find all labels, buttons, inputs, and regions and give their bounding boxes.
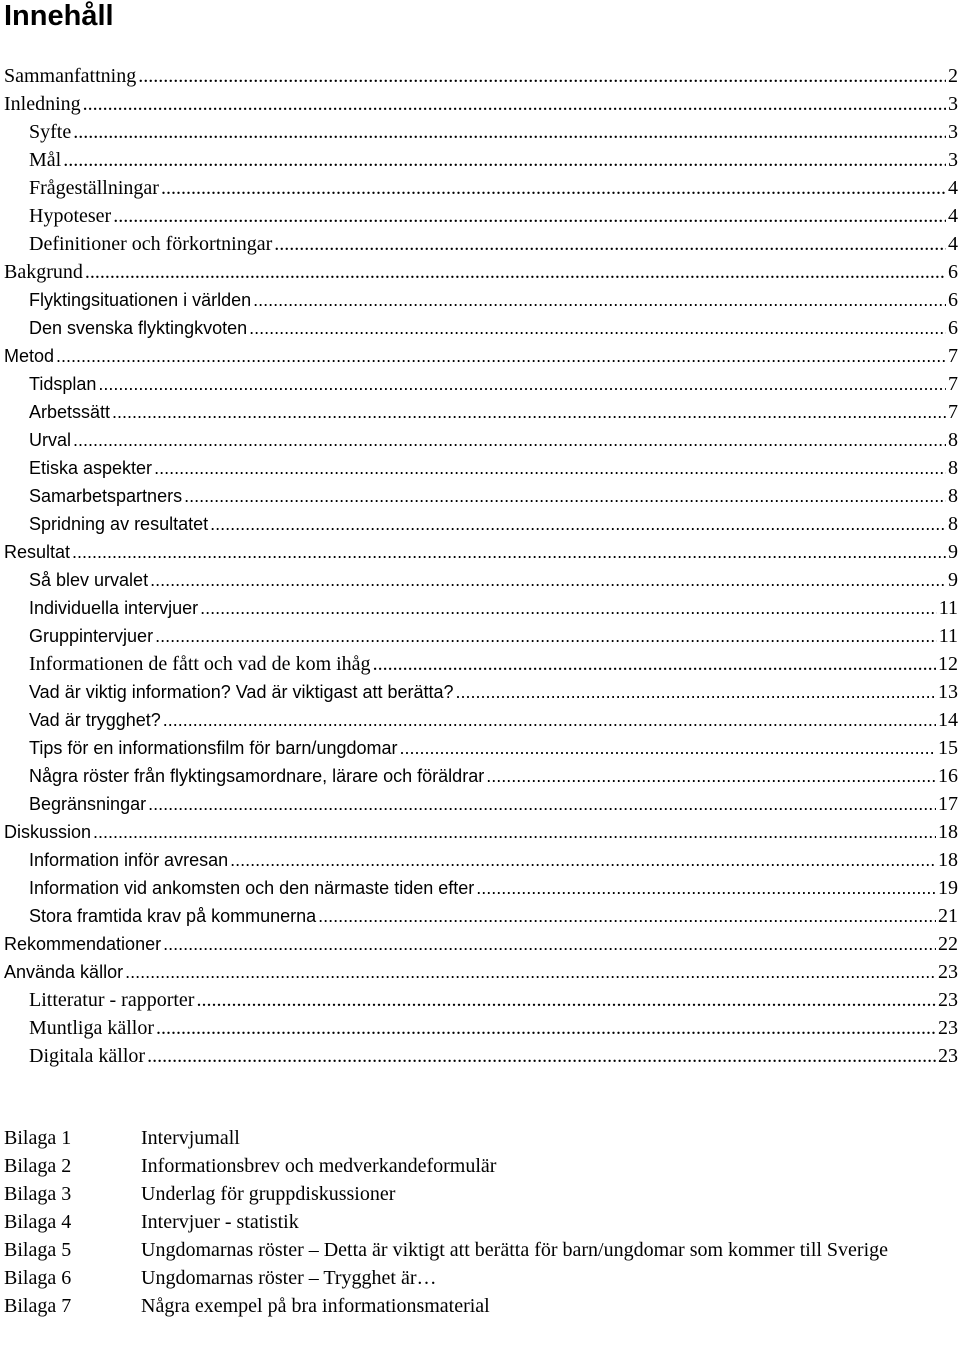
- toc-entry[interactable]: [0, 398, 960, 426]
- toc-entry[interactable]: [0, 146, 960, 174]
- toc-leader-dots: [73, 426, 946, 454]
- appendix-list: [4, 1124, 944, 1320]
- toc-entry-label: Stora framtida krav på kommunerna: [29, 906, 317, 926]
- toc-leader-dots: [318, 902, 936, 930]
- toc-entry[interactable]: [0, 594, 960, 622]
- appendix-label: Bilaga 6: [4, 1267, 72, 1289]
- toc-entry-label: Bakgrund: [4, 261, 83, 283]
- appendix-title: Ungdomarnas röster – Detta är viktigt att berätta för barn/ungdomar som kommer till Sverige: [141, 1239, 889, 1261]
- toc-entry-page: 8: [948, 485, 958, 507]
- toc-entry-label: Så blev urvalet: [29, 570, 149, 590]
- toc-entry[interactable]: [0, 230, 960, 258]
- toc-leader-dots: [400, 734, 937, 762]
- toc-entry-label: Samarbetspartners: [29, 486, 183, 506]
- appendix-title: Underlag för gruppdiskussioner: [141, 1183, 396, 1205]
- toc-entry-page: 4: [948, 205, 958, 227]
- appendix-item: [4, 1124, 944, 1152]
- toc-leader-dots: [210, 510, 946, 538]
- toc-leader-dots: [63, 146, 946, 174]
- toc-entry-page: 8: [948, 457, 958, 479]
- toc-entry[interactable]: [0, 846, 960, 874]
- toc-entry[interactable]: [0, 650, 960, 678]
- toc-leader-dots: [150, 566, 946, 594]
- toc-entry-page: 2: [948, 65, 958, 87]
- toc-entry-label: Arbetssätt: [29, 402, 111, 422]
- toc-entry-page: 22: [938, 933, 958, 955]
- toc-entry-page: 6: [948, 289, 958, 311]
- toc-leader-dots: [72, 538, 946, 566]
- appendix-label: Bilaga 2: [4, 1155, 72, 1177]
- toc-entry-label: Hypoteser: [29, 205, 112, 227]
- toc-entry-label: Syfte: [29, 121, 72, 143]
- toc-leader-dots: [56, 342, 946, 370]
- toc-entry[interactable]: [0, 454, 960, 482]
- appendix-item: [4, 1152, 944, 1180]
- toc-entry[interactable]: [0, 622, 960, 650]
- toc-entry[interactable]: [0, 678, 960, 706]
- toc-entry-page: 23: [938, 961, 958, 983]
- toc-entry-label: Information vid ankomsten och den närmaste tiden efter: [29, 878, 475, 898]
- toc-entry-page: 18: [938, 821, 958, 843]
- toc-entry-page: 6: [948, 261, 958, 283]
- toc-entry[interactable]: [0, 90, 960, 118]
- toc-entry-label: Muntliga källor: [29, 1017, 154, 1039]
- toc-entry-label: Den svenska flyktingkvoten: [29, 318, 248, 338]
- appendix-label: Bilaga 5: [4, 1239, 72, 1261]
- toc-leader-dots: [154, 454, 946, 482]
- toc-entry-page: 12: [938, 653, 958, 675]
- toc-entry-page: 16: [938, 765, 958, 787]
- toc-leader-dots: [184, 482, 946, 510]
- toc-entry[interactable]: [0, 510, 960, 538]
- toc-entry-page: 7: [948, 373, 958, 395]
- toc-leader-dots: [486, 762, 936, 790]
- toc-leader-dots: [93, 818, 936, 846]
- toc-entry[interactable]: [0, 930, 960, 958]
- appendix-item: [4, 1264, 944, 1292]
- toc-leader-dots: [73, 118, 946, 146]
- appendix-label: Bilaga 7: [4, 1295, 72, 1317]
- appendix-item: [4, 1236, 944, 1264]
- toc-entry-page: 8: [948, 429, 958, 451]
- toc-entry[interactable]: [0, 258, 960, 286]
- toc-entry[interactable]: [0, 342, 960, 370]
- appendix-title: Intervjumall: [141, 1127, 240, 1149]
- appendix-title: Informationsbrev och medverkandeformulär: [141, 1155, 497, 1177]
- toc-entry-label: Etiska aspekter: [29, 458, 153, 478]
- toc-entry[interactable]: [0, 706, 960, 734]
- toc-entry-label: Frågeställningar: [29, 177, 159, 199]
- toc-leader-dots: [138, 62, 946, 90]
- toc-entry-label: Litteratur - rapporter: [29, 989, 195, 1011]
- toc-leader-dots: [147, 1042, 936, 1070]
- toc-entry-label: Sammanfattning: [4, 65, 137, 87]
- toc-entry[interactable]: [0, 426, 960, 454]
- toc-entry[interactable]: [0, 538, 960, 566]
- toc-entry[interactable]: [0, 314, 960, 342]
- toc-entry[interactable]: [0, 818, 960, 846]
- toc-entry[interactable]: [0, 118, 960, 146]
- toc-leader-dots: [373, 650, 936, 678]
- toc-entry-page: 23: [938, 1017, 958, 1039]
- toc-entry[interactable]: [0, 286, 960, 314]
- appendix-label: Bilaga 1: [4, 1127, 72, 1149]
- toc-entry-page: 15: [938, 737, 958, 759]
- toc-entry-page: 7: [948, 345, 958, 367]
- toc-leader-dots: [148, 790, 936, 818]
- appendix-item: [4, 1180, 944, 1208]
- toc-entry[interactable]: [0, 1042, 960, 1070]
- toc-entry[interactable]: [0, 902, 960, 930]
- appendix-item: [4, 1208, 944, 1236]
- toc-entry-page: 3: [948, 149, 958, 171]
- toc-entry-label: Vad är viktig information? Vad är viktigast att berätta?: [29, 682, 454, 702]
- toc-leader-dots: [163, 706, 936, 734]
- toc-entry-label: Gruppintervjuer: [29, 626, 154, 646]
- toc-leader-dots: [85, 258, 946, 286]
- toc-entry[interactable]: [0, 202, 960, 230]
- toc-entry[interactable]: [0, 566, 960, 594]
- toc-entry-label: Några röster från flyktingsamordnare, lärare och föräldrar: [29, 766, 485, 786]
- toc-entry-page: 18: [938, 849, 958, 871]
- toc-entry-page: 14: [938, 709, 958, 731]
- toc-leader-dots: [196, 986, 936, 1014]
- appendix-title: Några exempel på bra informationsmaterial: [141, 1295, 490, 1317]
- toc-entry[interactable]: [0, 174, 960, 202]
- toc-entry-page: 11: [938, 625, 958, 647]
- toc-leader-dots: [125, 958, 936, 986]
- toc-entry-page: 23: [938, 989, 958, 1011]
- toc-entry-label: Digitala källor: [29, 1045, 146, 1067]
- toc-entry-page: 9: [948, 569, 958, 591]
- toc-leader-dots: [161, 174, 946, 202]
- toc-entry[interactable]: [0, 762, 960, 790]
- toc-leader-dots: [230, 846, 936, 874]
- toc-entry[interactable]: [0, 958, 960, 986]
- toc-entry-label: Begränsningar: [29, 794, 147, 814]
- toc-entry-page: 8: [948, 513, 958, 535]
- toc-leader-dots: [274, 230, 946, 258]
- toc-entry-page: 17: [938, 793, 958, 815]
- toc-leader-dots: [163, 930, 936, 958]
- toc-entry-page: 19: [938, 877, 958, 899]
- toc-leader-dots: [476, 874, 936, 902]
- toc-entry[interactable]: [0, 734, 960, 762]
- toc-entry-label: Rekommendationer: [4, 934, 162, 954]
- appendix-label: Bilaga 3: [4, 1183, 72, 1205]
- toc-entry-label: Information inför avresan: [29, 850, 229, 870]
- toc-entry-label: Informationen de fått och vad de kom ihåg: [29, 653, 371, 675]
- toc-leader-dots: [156, 1014, 936, 1042]
- toc-entry[interactable]: [0, 1014, 960, 1042]
- toc-entry[interactable]: [0, 482, 960, 510]
- toc-leader-dots: [200, 594, 937, 622]
- toc-entry-page: 13: [938, 681, 958, 703]
- toc-entry-label: Urval: [29, 430, 72, 450]
- toc-entry[interactable]: [0, 874, 960, 902]
- toc-entry-page: 6: [948, 317, 958, 339]
- toc-entry[interactable]: [0, 986, 960, 1014]
- toc-entry-label: Metod: [4, 346, 55, 366]
- toc-entry-label: Använda källor: [4, 962, 124, 982]
- toc-entry-label: Resultat: [4, 542, 71, 562]
- toc-leader-dots: [113, 202, 946, 230]
- toc-leader-dots: [249, 314, 946, 342]
- toc-leader-dots: [155, 622, 937, 650]
- toc-entry-label: Mål: [29, 149, 62, 171]
- toc-entry-label: Tidsplan: [29, 374, 97, 394]
- toc-leader-dots: [253, 286, 946, 314]
- toc-entry-page: 3: [948, 121, 958, 143]
- toc-entry-label: Flyktingsituationen i världen: [29, 290, 252, 310]
- toc-entry-label: Definitioner och förkortningar: [29, 233, 273, 255]
- toc-entry-page: 11: [938, 597, 958, 619]
- toc-entry-label: Individuella intervjuer: [29, 598, 199, 618]
- toc-entry-page: 3: [948, 93, 958, 115]
- toc-entry-label: Spridning av resultatet: [29, 514, 209, 534]
- toc-entry[interactable]: [0, 370, 960, 398]
- toc-entry[interactable]: [0, 790, 960, 818]
- toc-leader-dots: [98, 370, 946, 398]
- toc-entry-label: Diskussion: [4, 822, 92, 842]
- toc-entry-page: 9: [948, 541, 958, 563]
- page-title: Innehåll: [4, 0, 114, 32]
- toc-entry-page: 23: [938, 1045, 958, 1067]
- toc-entry[interactable]: [0, 62, 960, 90]
- toc-entry-page: 4: [948, 177, 958, 199]
- toc-entry-page: 7: [948, 401, 958, 423]
- toc-entry-page: 4: [948, 233, 958, 255]
- toc-entry-label: Tips för en informationsfilm för barn/ungdomar: [29, 738, 398, 758]
- toc-entry-label: Inledning: [4, 93, 81, 115]
- toc-leader-dots: [456, 678, 936, 706]
- toc-leader-dots: [112, 398, 946, 426]
- toc-leader-dots: [83, 90, 946, 118]
- appendix-item: [4, 1292, 944, 1320]
- toc-entry-page: 21: [938, 905, 958, 927]
- appendix-label: Bilaga 4: [4, 1211, 72, 1233]
- appendix-title: Ungdomarnas röster – Trygghet är…: [141, 1267, 437, 1289]
- toc-entry-label: Vad är trygghet?: [29, 710, 161, 730]
- appendix-title: Intervjuer - statistik: [141, 1211, 299, 1233]
